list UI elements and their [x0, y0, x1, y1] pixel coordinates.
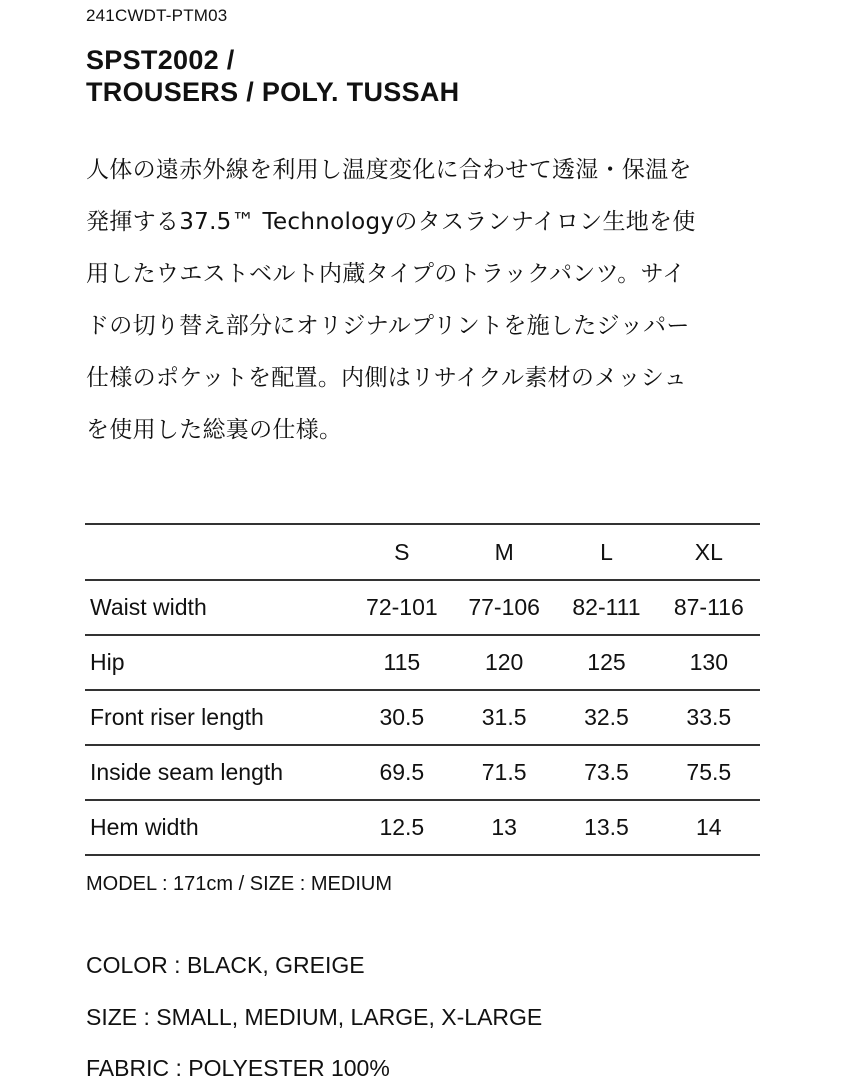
table-cell: 14 — [696, 814, 722, 840]
table-cell: 125 — [587, 649, 626, 675]
product-title-line-1: SPST2002 / — [86, 45, 235, 75]
table-cell: 82-111 — [572, 594, 641, 620]
table-cell: 12.5 — [379, 814, 425, 840]
size-header-s: S — [394, 538, 410, 565]
table-row — [85, 690, 760, 745]
table-row — [85, 745, 760, 800]
row-label-hip: Hip — [90, 649, 125, 675]
spec-color: COLOR : BLACK, GREIGE — [86, 952, 365, 978]
row-label-hem-width: Hem width — [90, 814, 199, 840]
description-line: 発揮する37.5™ Technologyのタスランナイロン生地を使 — [86, 209, 696, 235]
size-header-m: M — [494, 538, 514, 565]
product-description — [86, 148, 776, 460]
size-table-header-row — [85, 524, 760, 580]
table-cell: 130 — [689, 649, 728, 675]
row-label-front-riser-length: Front riser length — [90, 704, 264, 730]
table-cell: 115 — [383, 649, 421, 675]
description-line: 人体の遠赤外線を利用し温度変化に合わせて透湿・保温を — [86, 157, 692, 183]
table-cell: 13.5 — [584, 814, 629, 840]
table-cell: 120 — [484, 649, 524, 675]
product-title-line-2: TROUSERS / POLY. TUSSAH — [86, 77, 460, 107]
table-row — [85, 635, 760, 690]
description-line: 用したウエストベルト内蔵タイプのトラックパンツ。サイ — [86, 261, 686, 287]
model-note: MODEL : 171cm / SIZE : MEDIUM — [86, 873, 392, 895]
row-label-inside-seam-length: Inside seam length — [90, 759, 284, 785]
table-cell: 13 — [491, 814, 517, 840]
size-header-l: L — [600, 538, 613, 565]
table-row — [85, 580, 760, 635]
table-cell: 72-101 — [366, 594, 438, 620]
table-cell: 77-106 — [468, 594, 540, 620]
table-cell: 75.5 — [686, 759, 732, 785]
table-cell: 33.5 — [686, 704, 732, 730]
row-label-waist-width: Waist width — [90, 594, 207, 620]
table-cell: 71.5 — [481, 759, 527, 785]
product-title — [86, 44, 459, 108]
table-cell: 69.5 — [379, 759, 425, 785]
spec-fabric: FABRIC : POLYESTER 100% — [86, 1055, 390, 1081]
table-cell: 30.5 — [379, 704, 425, 730]
size-table-header-blank — [85, 524, 351, 580]
spec-size: SIZE : SMALL, MEDIUM, LARGE, X-LARGE — [86, 1004, 543, 1030]
description-line: ドの切り替え部分にオリジナルプリントを施したジッパー — [86, 313, 690, 339]
table-cell: 32.5 — [584, 704, 629, 730]
table-cell: 73.5 — [584, 759, 629, 785]
table-cell: 87-116 — [673, 594, 744, 620]
description-line: 仕様のポケットを配置。内側はリサイクル素材のメッシュ — [86, 365, 687, 391]
description-line: を使用した総裏の仕様。 — [86, 417, 343, 443]
size-header-xl: XL — [694, 538, 723, 565]
table-row — [85, 800, 760, 855]
size-table — [85, 523, 760, 856]
table-cell: 31.5 — [481, 704, 527, 730]
product-code: 241CWDT-PTM03 — [86, 6, 228, 25]
